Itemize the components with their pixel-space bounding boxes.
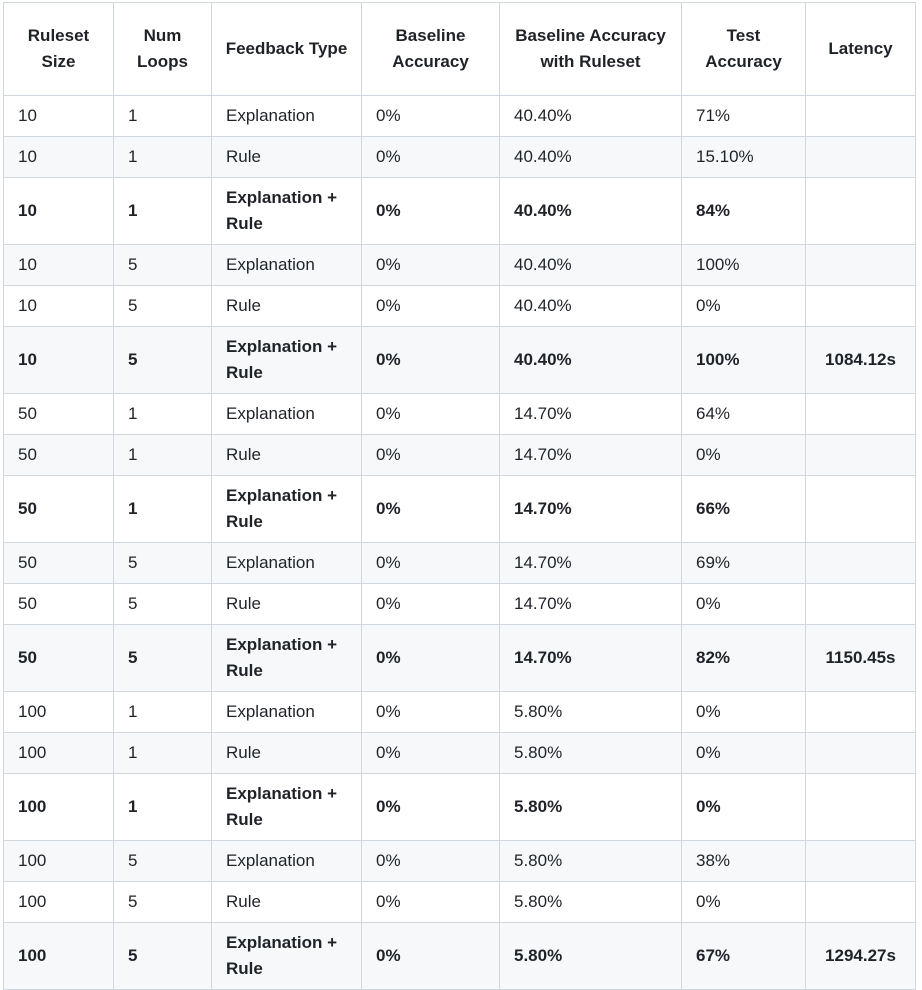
cell-feedback-type: Explanation + Rule bbox=[212, 923, 362, 990]
cell-test-accuracy: 0% bbox=[682, 733, 806, 774]
cell-ruleset-size: 100 bbox=[4, 774, 114, 841]
cell-baseline-accuracy-with-ruleset: 14.70% bbox=[500, 435, 682, 476]
cell-num-loops: 1 bbox=[114, 774, 212, 841]
cell-baseline-accuracy-with-ruleset: 5.80% bbox=[500, 733, 682, 774]
cell-ruleset-size: 10 bbox=[4, 245, 114, 286]
table-row bbox=[4, 923, 916, 990]
cell-baseline-accuracy-with-ruleset: 5.80% bbox=[500, 692, 682, 733]
cell-test-accuracy: 0% bbox=[682, 774, 806, 841]
cell-feedback-type: Explanation + Rule bbox=[212, 774, 362, 841]
cell-baseline-accuracy: 0% bbox=[362, 841, 500, 882]
header-row bbox=[4, 3, 916, 96]
cell-ruleset-size: 10 bbox=[4, 96, 114, 137]
header-baseline-accuracy-with-ruleset: Baseline Accuracy with Ruleset bbox=[500, 3, 682, 96]
table-row bbox=[4, 245, 916, 286]
cell-feedback-type: Explanation bbox=[212, 692, 362, 733]
table-row bbox=[4, 96, 916, 137]
header-test-accuracy: Test Accuracy bbox=[682, 3, 806, 96]
cell-test-accuracy: 66% bbox=[682, 476, 806, 543]
cell-baseline-accuracy: 0% bbox=[362, 882, 500, 923]
cell-latency bbox=[806, 435, 916, 476]
cell-ruleset-size: 10 bbox=[4, 286, 114, 327]
cell-feedback-type: Rule bbox=[212, 435, 362, 476]
cell-num-loops: 5 bbox=[114, 923, 212, 990]
cell-ruleset-size: 100 bbox=[4, 692, 114, 733]
table-row bbox=[4, 625, 916, 692]
cell-latency bbox=[806, 178, 916, 245]
cell-latency bbox=[806, 841, 916, 882]
cell-baseline-accuracy-with-ruleset: 40.40% bbox=[500, 137, 682, 178]
cell-baseline-accuracy-with-ruleset: 14.70% bbox=[500, 625, 682, 692]
header-feedback-type: Feedback Type bbox=[212, 3, 362, 96]
cell-test-accuracy: 71% bbox=[682, 96, 806, 137]
cell-baseline-accuracy-with-ruleset: 14.70% bbox=[500, 394, 682, 435]
cell-feedback-type: Explanation bbox=[212, 841, 362, 882]
cell-feedback-type: Explanation bbox=[212, 394, 362, 435]
cell-baseline-accuracy: 0% bbox=[362, 774, 500, 841]
cell-num-loops: 5 bbox=[114, 543, 212, 584]
cell-num-loops: 5 bbox=[114, 584, 212, 625]
cell-baseline-accuracy: 0% bbox=[362, 137, 500, 178]
cell-test-accuracy: 0% bbox=[682, 882, 806, 923]
cell-baseline-accuracy-with-ruleset: 5.80% bbox=[500, 882, 682, 923]
cell-baseline-accuracy-with-ruleset: 14.70% bbox=[500, 543, 682, 584]
table-row bbox=[4, 435, 916, 476]
cell-feedback-type: Explanation + Rule bbox=[212, 178, 362, 245]
cell-num-loops: 1 bbox=[114, 476, 212, 543]
cell-feedback-type: Rule bbox=[212, 137, 362, 178]
cell-feedback-type: Explanation + Rule bbox=[212, 625, 362, 692]
cell-num-loops: 1 bbox=[114, 435, 212, 476]
table-row bbox=[4, 327, 916, 394]
cell-baseline-accuracy: 0% bbox=[362, 327, 500, 394]
cell-latency bbox=[806, 96, 916, 137]
cell-latency bbox=[806, 137, 916, 178]
cell-latency: 1084.12s bbox=[806, 327, 916, 394]
cell-baseline-accuracy: 0% bbox=[362, 435, 500, 476]
table-row bbox=[4, 841, 916, 882]
cell-ruleset-size: 10 bbox=[4, 327, 114, 394]
cell-ruleset-size: 50 bbox=[4, 476, 114, 543]
cell-test-accuracy: 0% bbox=[682, 286, 806, 327]
cell-baseline-accuracy: 0% bbox=[362, 178, 500, 245]
cell-latency bbox=[806, 543, 916, 584]
cell-feedback-type: Explanation + Rule bbox=[212, 476, 362, 543]
cell-baseline-accuracy: 0% bbox=[362, 584, 500, 625]
cell-latency: 1294.27s bbox=[806, 923, 916, 990]
cell-feedback-type: Rule bbox=[212, 584, 362, 625]
cell-ruleset-size: 50 bbox=[4, 394, 114, 435]
cell-feedback-type: Rule bbox=[212, 733, 362, 774]
cell-num-loops: 5 bbox=[114, 286, 212, 327]
cell-test-accuracy: 64% bbox=[682, 394, 806, 435]
cell-latency: 1150.45s bbox=[806, 625, 916, 692]
cell-test-accuracy: 15.10% bbox=[682, 137, 806, 178]
cell-latency bbox=[806, 286, 916, 327]
cell-num-loops: 1 bbox=[114, 96, 212, 137]
table-row bbox=[4, 137, 916, 178]
cell-test-accuracy: 100% bbox=[682, 245, 806, 286]
cell-test-accuracy: 0% bbox=[682, 435, 806, 476]
table-row bbox=[4, 733, 916, 774]
cell-baseline-accuracy: 0% bbox=[362, 923, 500, 990]
cell-latency bbox=[806, 692, 916, 733]
cell-latency bbox=[806, 774, 916, 841]
cell-baseline-accuracy-with-ruleset: 14.70% bbox=[500, 476, 682, 543]
cell-ruleset-size: 50 bbox=[4, 584, 114, 625]
table-row bbox=[4, 882, 916, 923]
cell-baseline-accuracy-with-ruleset: 5.80% bbox=[500, 841, 682, 882]
cell-baseline-accuracy: 0% bbox=[362, 286, 500, 327]
cell-baseline-accuracy-with-ruleset: 5.80% bbox=[500, 774, 682, 841]
cell-baseline-accuracy: 0% bbox=[362, 394, 500, 435]
cell-baseline-accuracy-with-ruleset: 40.40% bbox=[500, 286, 682, 327]
cell-feedback-type: Rule bbox=[212, 286, 362, 327]
cell-ruleset-size: 10 bbox=[4, 178, 114, 245]
cell-test-accuracy: 69% bbox=[682, 543, 806, 584]
cell-num-loops: 5 bbox=[114, 841, 212, 882]
cell-test-accuracy: 100% bbox=[682, 327, 806, 394]
cell-baseline-accuracy: 0% bbox=[362, 245, 500, 286]
cell-num-loops: 5 bbox=[114, 327, 212, 394]
cell-baseline-accuracy: 0% bbox=[362, 96, 500, 137]
cell-latency bbox=[806, 882, 916, 923]
cell-ruleset-size: 100 bbox=[4, 882, 114, 923]
cell-num-loops: 1 bbox=[114, 137, 212, 178]
table-body bbox=[4, 96, 916, 990]
cell-baseline-accuracy-with-ruleset: 40.40% bbox=[500, 327, 682, 394]
cell-test-accuracy: 38% bbox=[682, 841, 806, 882]
table-row bbox=[4, 774, 916, 841]
table-row bbox=[4, 476, 916, 543]
cell-num-loops: 1 bbox=[114, 178, 212, 245]
header-latency: Latency bbox=[806, 3, 916, 96]
cell-baseline-accuracy-with-ruleset: 40.40% bbox=[500, 96, 682, 137]
cell-baseline-accuracy-with-ruleset: 40.40% bbox=[500, 178, 682, 245]
cell-baseline-accuracy-with-ruleset: 5.80% bbox=[500, 923, 682, 990]
cell-feedback-type: Rule bbox=[212, 882, 362, 923]
table-row bbox=[4, 394, 916, 435]
cell-feedback-type: Explanation + Rule bbox=[212, 327, 362, 394]
cell-ruleset-size: 50 bbox=[4, 625, 114, 692]
header-ruleset-size: Ruleset Size bbox=[4, 3, 114, 96]
cell-feedback-type: Explanation bbox=[212, 96, 362, 137]
cell-feedback-type: Explanation bbox=[212, 543, 362, 584]
header-baseline-accuracy: Baseline Accuracy bbox=[362, 3, 500, 96]
cell-latency bbox=[806, 476, 916, 543]
header-num-loops: Num Loops bbox=[114, 3, 212, 96]
cell-ruleset-size: 50 bbox=[4, 543, 114, 584]
cell-baseline-accuracy: 0% bbox=[362, 625, 500, 692]
cell-test-accuracy: 0% bbox=[682, 584, 806, 625]
cell-num-loops: 5 bbox=[114, 882, 212, 923]
cell-test-accuracy: 84% bbox=[682, 178, 806, 245]
table-row bbox=[4, 692, 916, 733]
cell-baseline-accuracy: 0% bbox=[362, 543, 500, 584]
cell-baseline-accuracy: 0% bbox=[362, 476, 500, 543]
cell-ruleset-size: 50 bbox=[4, 435, 114, 476]
cell-ruleset-size: 100 bbox=[4, 841, 114, 882]
cell-num-loops: 1 bbox=[114, 692, 212, 733]
cell-latency bbox=[806, 245, 916, 286]
results-table bbox=[3, 2, 916, 990]
results-table-container bbox=[3, 2, 916, 990]
table-row bbox=[4, 543, 916, 584]
table-row bbox=[4, 286, 916, 327]
cell-num-loops: 1 bbox=[114, 733, 212, 774]
table-header bbox=[4, 3, 916, 96]
cell-ruleset-size: 100 bbox=[4, 733, 114, 774]
cell-feedback-type: Explanation bbox=[212, 245, 362, 286]
cell-test-accuracy: 0% bbox=[682, 692, 806, 733]
cell-num-loops: 5 bbox=[114, 625, 212, 692]
cell-latency bbox=[806, 584, 916, 625]
cell-latency bbox=[806, 733, 916, 774]
table-row bbox=[4, 584, 916, 625]
cell-baseline-accuracy-with-ruleset: 14.70% bbox=[500, 584, 682, 625]
cell-ruleset-size: 10 bbox=[4, 137, 114, 178]
cell-baseline-accuracy: 0% bbox=[362, 733, 500, 774]
cell-baseline-accuracy: 0% bbox=[362, 692, 500, 733]
cell-ruleset-size: 100 bbox=[4, 923, 114, 990]
cell-num-loops: 5 bbox=[114, 245, 212, 286]
cell-baseline-accuracy-with-ruleset: 40.40% bbox=[500, 245, 682, 286]
cell-test-accuracy: 82% bbox=[682, 625, 806, 692]
cell-latency bbox=[806, 394, 916, 435]
table-row bbox=[4, 178, 916, 245]
cell-num-loops: 1 bbox=[114, 394, 212, 435]
cell-test-accuracy: 67% bbox=[682, 923, 806, 990]
